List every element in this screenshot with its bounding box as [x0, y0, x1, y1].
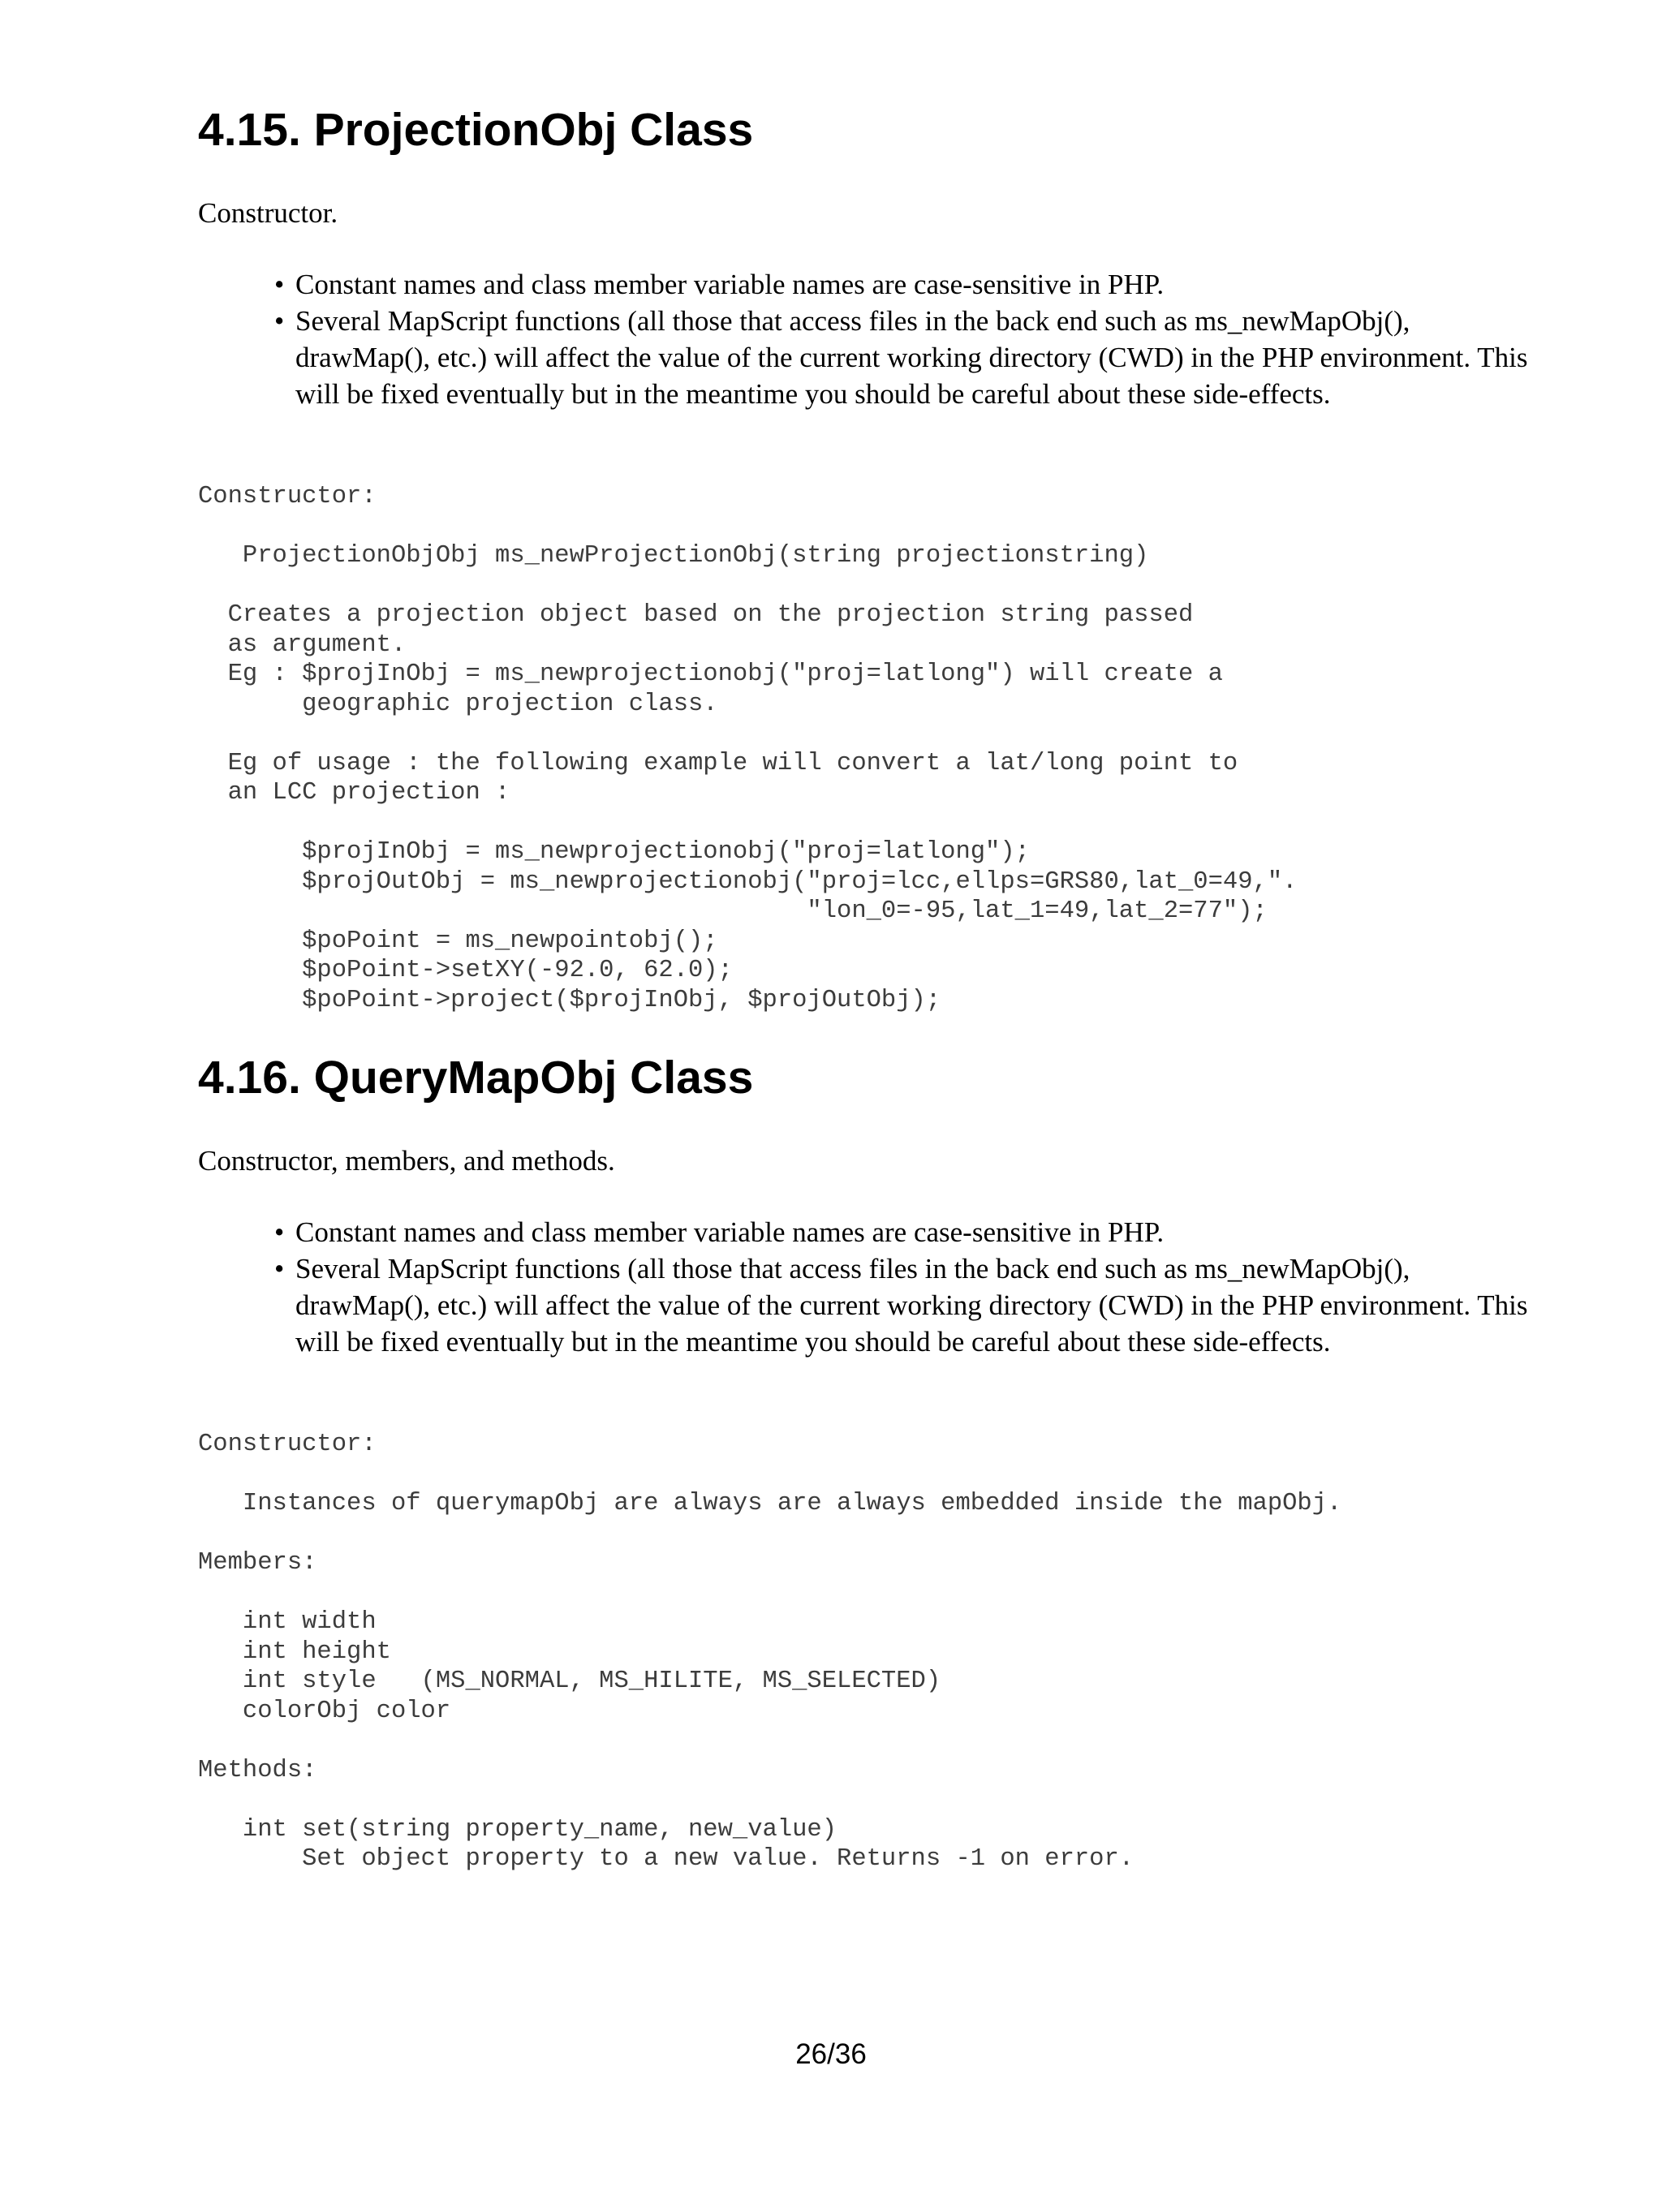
note-item [274, 266, 1540, 303]
note-item [274, 1250, 1540, 1360]
note-text: Several MapScript functions (all those that access files in the back end such as ms_newMapObj(), drawMap(), etc.) will affect the value of the current working directory (CWD) in the PHP environment. This will be fixed eventually but in the meantime you should be careful about these side-effects. [295, 1253, 1528, 1358]
note-text: Constant names and class member variable names are case-sensitive in PHP. [295, 269, 1165, 300]
section-intro-querymapobj: Constructor, members, and methods. [198, 1145, 615, 1177]
note-text: Constant names and class member variable names are case-sensitive in PHP. [295, 1216, 1165, 1248]
section-title-projectionobj: 4.15. ProjectionObj Class [198, 104, 754, 156]
bullet-icon: • [274, 1216, 285, 1248]
code-block-projectionobj: Constructor: ProjectionObjObj ms_newProjectionObj(string projectionstring) Creates a projection object based on the projection string passed as argument. Eg : $projInObj = ms_newprojectionobj("proj=latlong") will create a geographic projection class. Eg of usage : the following example will convert a lat/long point to an LCC projection : $projInObj = ms_newprojectionobj("proj=latlong"); $projOutObj = ms_newprojectionobj("proj=lcc,ellps=GRS80,lat_0=49,". "lon_0=-95,lat_1=49,lat_2=77"); $poPoint = ms_newpointobj(); $poPoint->setXY(-92.0, 62.0); $poPoint->project($projInObj, $projOutObj); [198, 483, 1298, 1014]
notes-list-querymapobj [274, 1214, 1540, 1360]
bullet-icon: • [274, 1253, 285, 1285]
note-text: Several MapScript functions (all those that access files in the back end such as ms_newMapObj(), drawMap(), etc.) will affect the value of the current working directory (CWD) in the PHP environment. This will be fixed eventually but in the meantime you should be careful about these side-effects. [295, 305, 1528, 410]
note-item [274, 303, 1540, 412]
note-item [274, 1214, 1540, 1250]
notes-list-projectionobj [274, 266, 1540, 412]
section-intro-projectionobj: Constructor. [198, 197, 338, 229]
bullet-icon: • [274, 305, 285, 337]
page-number: 26/36 [795, 2038, 867, 2070]
bullet-icon: • [274, 269, 285, 300]
code-block-querymapobj: Constructor: Instances of querymapObj are always are always embedded inside the mapObj. Members: int width int height int style (MS_NORMAL, MS_HILITE, MS_SELECTED) colorObj color Methods: int set(string property_name, new_value) Set object property to a new value. Returns -1 on error. [198, 1431, 1342, 1873]
section-title-querymapobj: 4.16. QueryMapObj Class [198, 1052, 754, 1104]
